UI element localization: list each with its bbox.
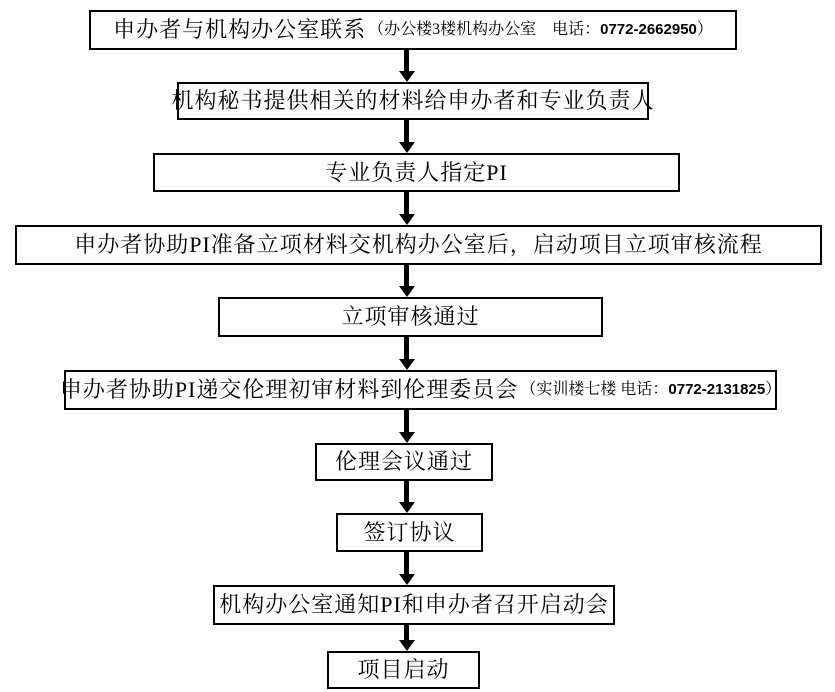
step-main-text: 项目启动 — [357, 657, 450, 682]
step-main-text: 机构办公室通知PI和申办者召开启动会 — [219, 592, 609, 617]
step-main-text: 专业负责人指定PI — [325, 159, 508, 185]
step-main-text: 申办者协助PI递交伦理初审材料到伦理委员会 — [59, 377, 519, 402]
step-main-text: 签订协议 — [363, 519, 456, 545]
step-note — [368, 22, 713, 38]
flow-step-sign-agreement — [336, 513, 483, 552]
step-note — [520, 382, 781, 398]
note-text-close: ） — [765, 381, 782, 398]
flow-step-prepare-materials — [15, 225, 822, 265]
flow-step-ethics-submission — [59, 370, 782, 410]
flow-arrow-3 — [404, 192, 409, 214]
flow-step-ethics-passed — [315, 443, 493, 481]
flow-step-assign-pi — [153, 153, 680, 192]
step-main-text: 申办者与机构办公室联系 — [113, 17, 367, 42]
flow-arrow-4 — [404, 265, 409, 286]
flow-step-approval-passed — [218, 297, 603, 337]
note-phone: 0772-2662950 — [600, 21, 697, 38]
flow-arrow-7 — [404, 481, 409, 502]
step-main-text: 机构秘书提供相关的材料给申办者和专业负责人 — [171, 88, 655, 113]
flow-arrow-2 — [404, 120, 409, 142]
note-text: （实训楼七楼 电话： — [520, 381, 669, 398]
step-main-text: 申办者协助PI准备立项材料交机构办公室后，启动项目立项审核流程 — [74, 232, 763, 257]
flow-arrow-9 — [404, 625, 409, 640]
flow-step-kickoff-notice — [213, 585, 615, 625]
flow-step-secretary-materials — [171, 82, 655, 120]
step-main-text: 立项审核通过 — [341, 304, 480, 329]
flow-arrow-5 — [404, 337, 409, 359]
flow-step-project-start — [327, 651, 480, 689]
flow-arrow-6 — [404, 410, 409, 432]
flow-arrow-1 — [404, 50, 409, 71]
flow-arrow-8 — [404, 552, 409, 574]
note-text: （办公楼3楼机构办公室 电话： — [368, 21, 601, 38]
note-text-close: ） — [696, 21, 713, 38]
flow-step-contact-office — [89, 10, 737, 50]
step-main-text: 伦理会议通过 — [334, 449, 473, 474]
note-phone: 0772-2131825 — [668, 381, 766, 398]
